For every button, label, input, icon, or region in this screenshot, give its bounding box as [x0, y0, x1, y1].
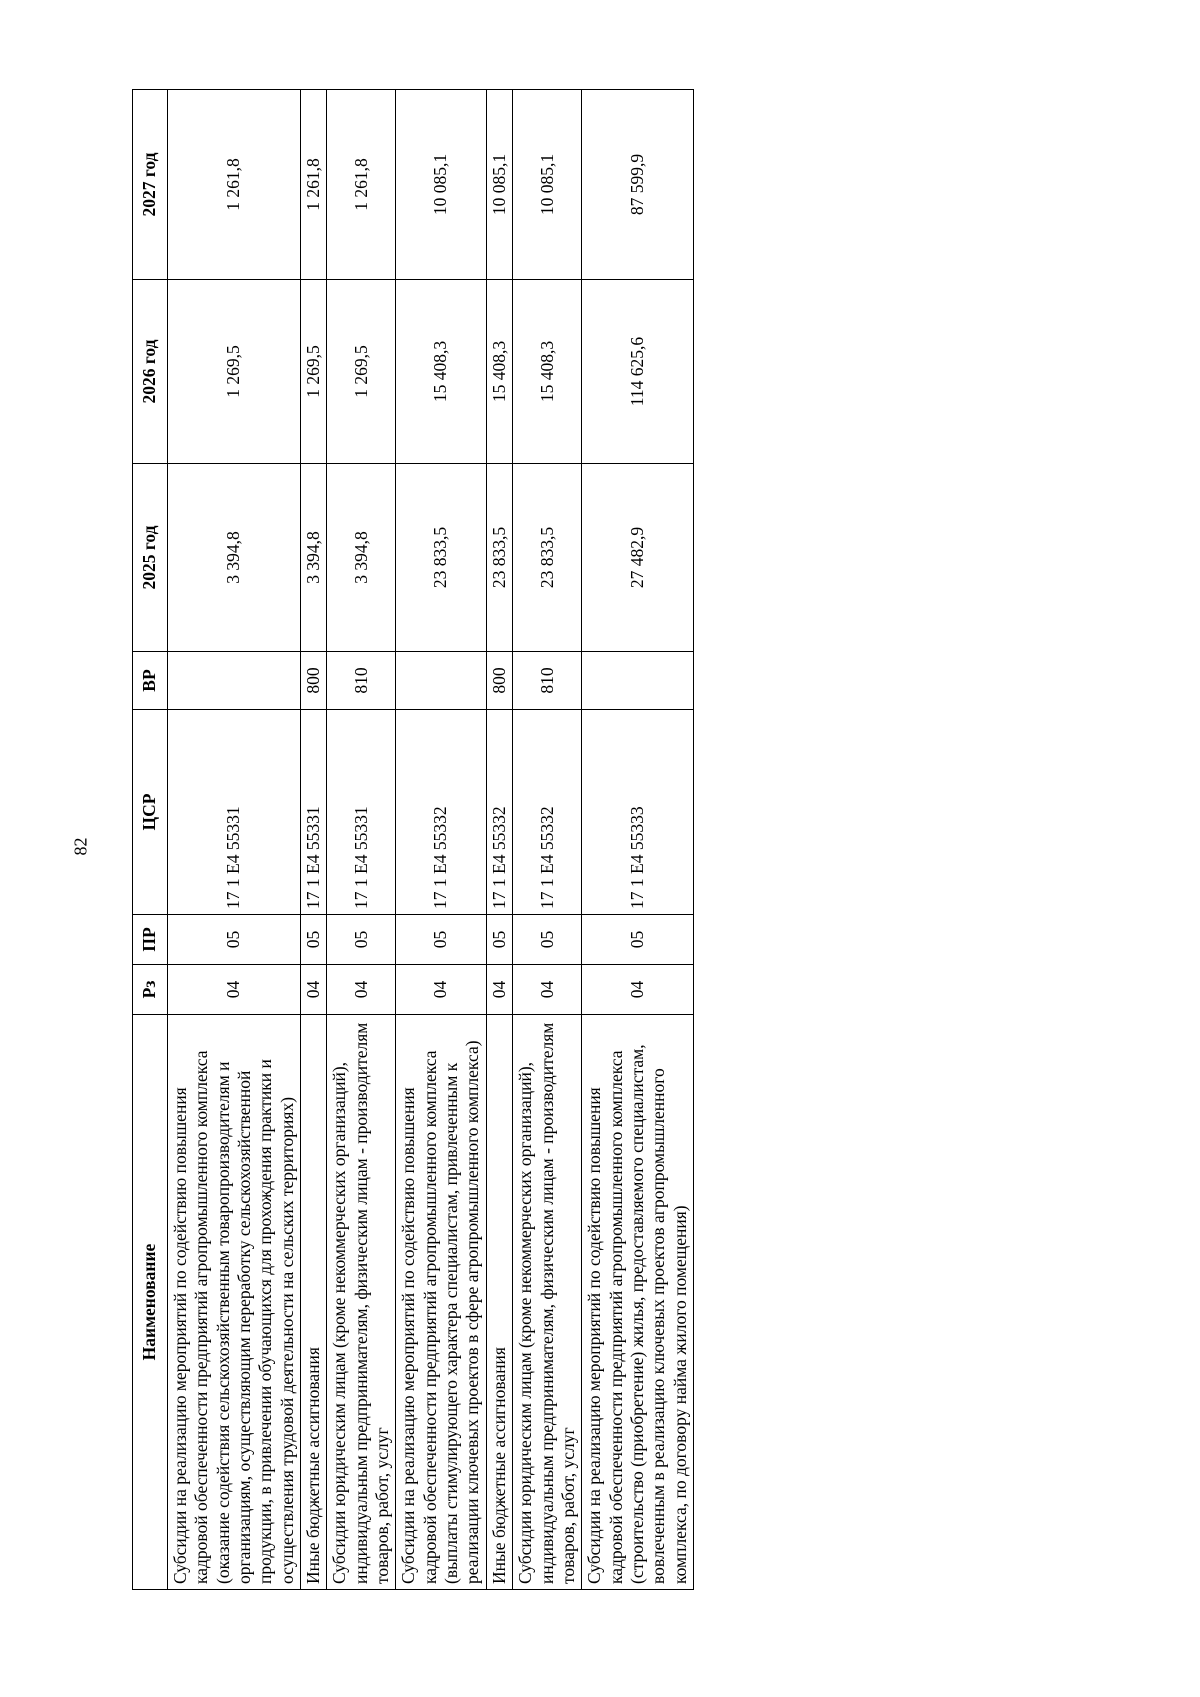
- table-row: [327, 90, 396, 1590]
- cell-2027: 1 261,8: [301, 90, 327, 280]
- cell-csr: 17 1 Е4 55332: [513, 710, 582, 915]
- col-header-2026: 2026 год: [133, 280, 168, 464]
- cell-csr: 17 1 Е4 55333: [582, 710, 694, 915]
- cell-2026: 1 269,5: [168, 280, 301, 464]
- rotated-table-wrapper: [132, 90, 694, 1590]
- cell-vr: [582, 652, 694, 710]
- cell-csr: 17 1 Е4 55332: [396, 710, 486, 915]
- cell-rz: 04: [168, 965, 301, 1015]
- cell-name: Субсидии на реализацию мероприятий по содействию повышения кадровой обеспеченности предприятий агропромышленного комплекса (оказание содействия сельскохозяйственным товаропроизводителям и организациям, осуществляющим переработку сельскохозяйственной продукции, в привлечении обучающихся для прохождения практики и осуществления трудовой деятельности на сельских территориях): [168, 1015, 301, 1590]
- table-row: [168, 90, 301, 1590]
- cell-2026: 114 625,6: [582, 280, 694, 464]
- cell-pr: 05: [486, 915, 512, 965]
- cell-csr: 17 1 Е4 55331: [327, 710, 396, 915]
- cell-vr: 800: [486, 652, 512, 710]
- col-header-2027: 2027 год: [133, 90, 168, 280]
- table-row: [301, 90, 327, 1590]
- table-header-row: [133, 90, 168, 1590]
- table-row: [396, 90, 486, 1590]
- cell-name: Субсидии на реализацию мероприятий по содействию повышения кадровой обеспеченности предприятий агропромышленного комплекса (строительство (приобретение) жилья, предоставляемого специалистам, вовлеченным в реализацию ключевых проектов агропромышленного комплекса, по договору найма жилого помещения): [582, 1015, 694, 1590]
- cell-rz: 04: [582, 965, 694, 1015]
- cell-csr: 17 1 Е4 55332: [486, 710, 512, 915]
- cell-vr: [396, 652, 486, 710]
- cell-name: Субсидии юридическим лицам (кроме некоммерческих организаций), индивидуальным предпринимателям, физическим лицам - производителям товаров, работ, услуг: [513, 1015, 582, 1590]
- table-row: [513, 90, 582, 1590]
- col-header-name: Наименование: [133, 1015, 168, 1590]
- cell-csr: 17 1 Е4 55331: [168, 710, 301, 915]
- cell-2026: 15 408,3: [396, 280, 486, 464]
- cell-rz: 04: [327, 965, 396, 1015]
- cell-pr: 05: [582, 915, 694, 965]
- cell-rz: 04: [301, 965, 327, 1015]
- col-header-2025: 2025 год: [133, 464, 168, 652]
- cell-rz: 04: [513, 965, 582, 1015]
- cell-2025: 3 394,8: [327, 464, 396, 652]
- table-row: [582, 90, 694, 1590]
- col-header-vr: ВР: [133, 652, 168, 710]
- cell-2027: 10 085,1: [513, 90, 582, 280]
- cell-2026: 15 408,3: [486, 280, 512, 464]
- cell-pr: 05: [301, 915, 327, 965]
- cell-2026: 1 269,5: [301, 280, 327, 464]
- cell-2027: 10 085,1: [396, 90, 486, 280]
- cell-2025: 3 394,8: [301, 464, 327, 652]
- cell-vr: 800: [301, 652, 327, 710]
- cell-2025: 27 482,9: [582, 464, 694, 652]
- cell-2025: 23 833,5: [513, 464, 582, 652]
- table-row: [486, 90, 512, 1590]
- col-header-pr: ПР: [133, 915, 168, 965]
- page-number: 82: [70, 837, 91, 856]
- cell-2025: 23 833,5: [396, 464, 486, 652]
- cell-name: Иные бюджетные ассигнования: [301, 1015, 327, 1590]
- cell-rz: 04: [486, 965, 512, 1015]
- cell-2027: 1 261,8: [168, 90, 301, 280]
- cell-2026: 15 408,3: [513, 280, 582, 464]
- cell-pr: 05: [168, 915, 301, 965]
- cell-2027: 10 085,1: [486, 90, 512, 280]
- cell-2025: 3 394,8: [168, 464, 301, 652]
- cell-pr: 05: [396, 915, 486, 965]
- cell-csr: 17 1 Е4 55331: [301, 710, 327, 915]
- col-header-rz: Рз: [133, 965, 168, 1015]
- budget-table: [132, 89, 694, 1590]
- cell-pr: 05: [327, 915, 396, 965]
- cell-vr: [168, 652, 301, 710]
- cell-2025: 23 833,5: [486, 464, 512, 652]
- cell-rz: 04: [396, 965, 486, 1015]
- cell-name: Иные бюджетные ассигнования: [486, 1015, 512, 1590]
- cell-name: Субсидии юридическим лицам (кроме некоммерческих организаций), индивидуальным предпринимателям, физическим лицам - производителям товаров, работ, услуг: [327, 1015, 396, 1590]
- cell-pr: 05: [513, 915, 582, 965]
- cell-vr: 810: [513, 652, 582, 710]
- cell-vr: 810: [327, 652, 396, 710]
- cell-2027: 1 261,8: [327, 90, 396, 280]
- col-header-csr: ЦСР: [133, 710, 168, 915]
- cell-2027: 87 599,9: [582, 90, 694, 280]
- cell-2026: 1 269,5: [327, 280, 396, 464]
- cell-name: Субсидии на реализацию мероприятий по содействию повышения кадровой обеспеченности предприятий агропромышленного комплекса (выплаты стимулирующего характера специалистам, привлеченным к реализации ключевых проектов в сфере агропромышленного комплекса): [396, 1015, 486, 1590]
